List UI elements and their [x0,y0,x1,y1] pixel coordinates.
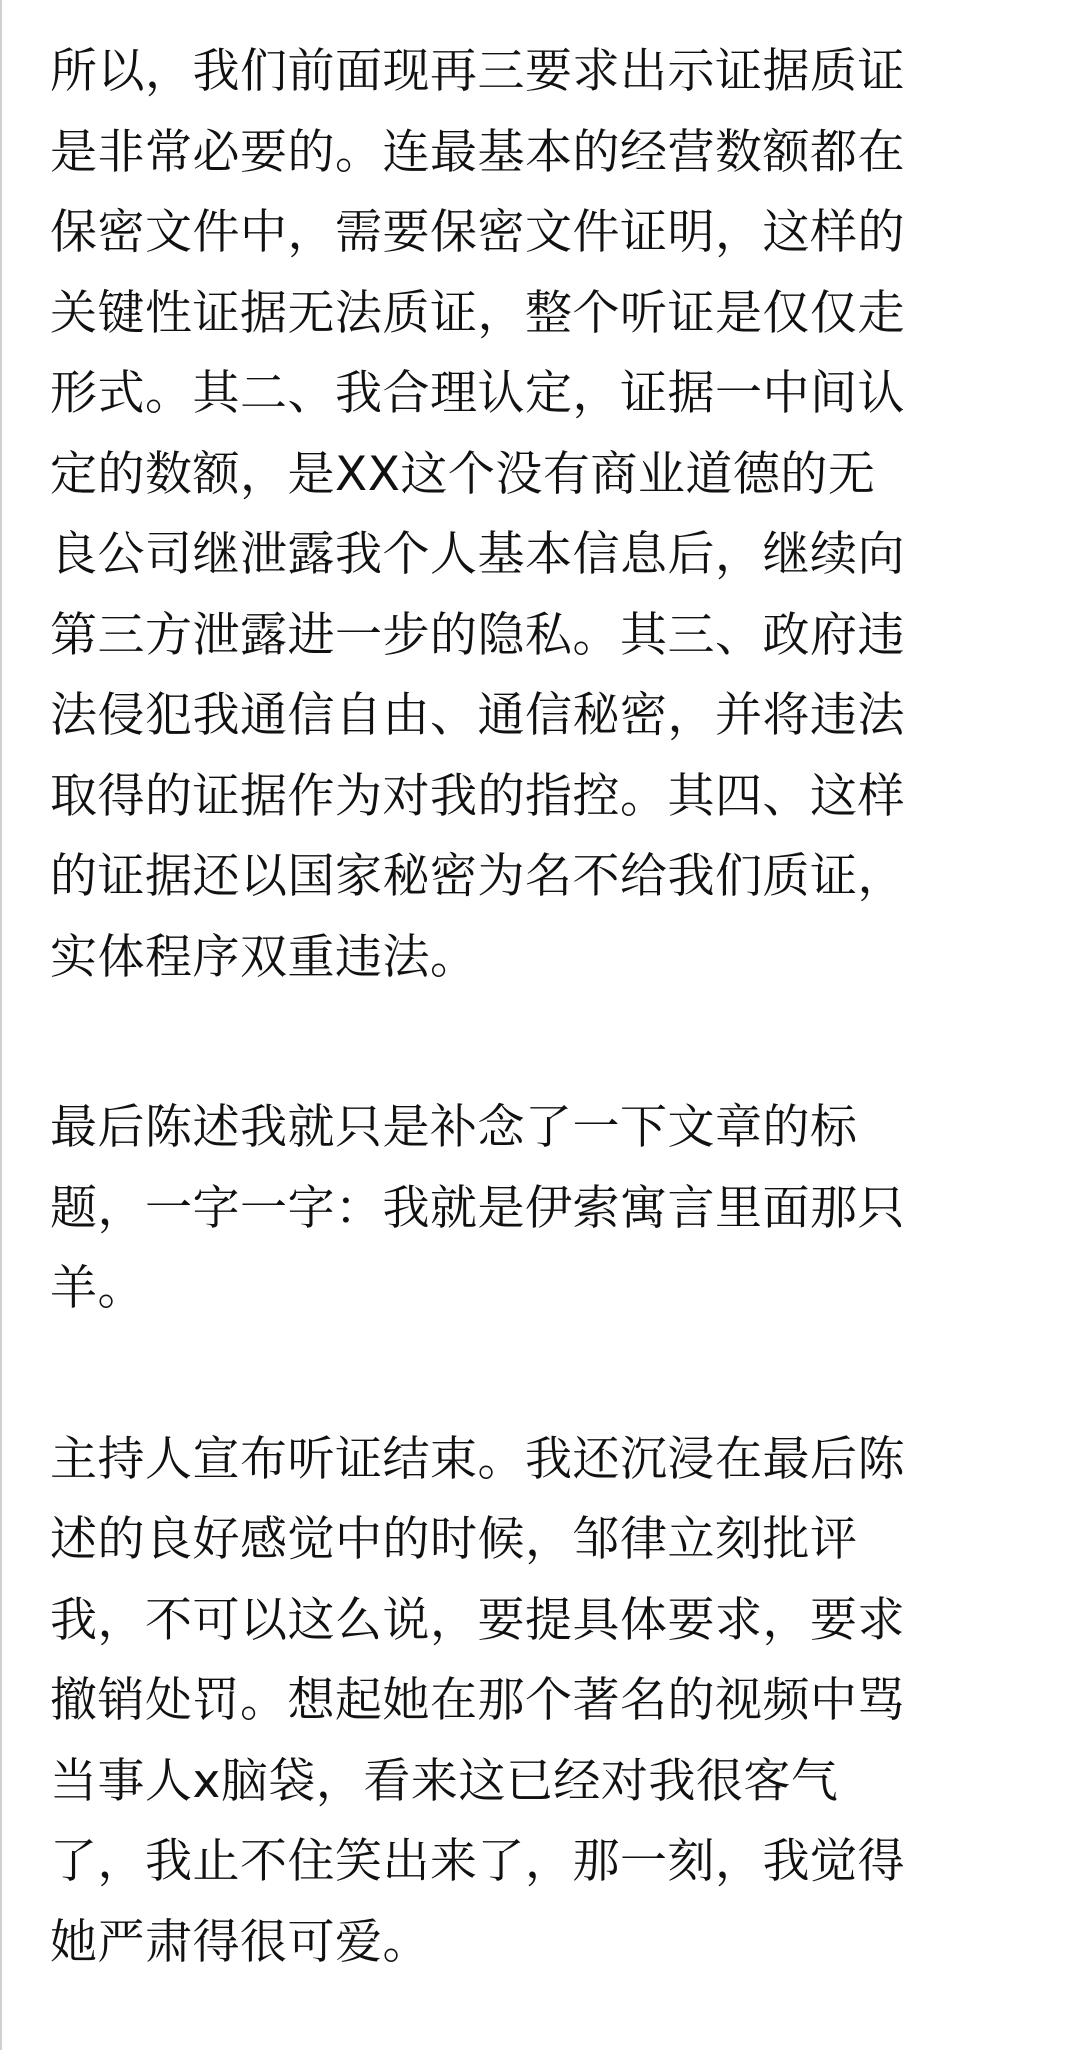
paragraph-final-statement [50,1088,1040,1330]
article-body [50,32,1040,1983]
text-line: 法侵犯我通信自由、通信秘密，并将违法 [50,688,905,743]
page-left-border [0,0,2,2050]
text-line: 她严肃得很可爱。 [50,1914,430,1970]
text-line: 撤销处罚。想起她在那个著名的视频中骂 [50,1673,905,1728]
text-line: 述的良好感觉中的时候，邹律立刻批评 [50,1512,858,1567]
text-line: 最后陈述我就只是补念了一下文章的标 [50,1100,858,1155]
text-line: 取得的证据作为对我的指控。其四、这样 [50,768,905,824]
paragraph-spacer [50,1330,1040,1420]
paragraph-spacer [50,998,1040,1088]
text-line: 题，一字一字：我就是伊索寓言里面那只 [50,1180,905,1236]
text-line: 是非常必要的。连最基本的经营数额都在 [50,124,905,180]
text-line: 第三方泄露进一步的隐私。其三、政府违 [50,607,905,663]
text-line: 保密文件中，需要保密文件证明，这样的 [50,205,905,260]
text-line: 实体程序双重违法。 [50,929,478,985]
text-line: 当事人x脑袋，看来这已经对我很客气 [50,1753,839,1809]
text-line: 的证据还以国家秘密为名不给我们质证， [50,849,905,904]
paragraph-evidence [50,32,1040,998]
text-line: 所以，我们前面现再三要求出示证据质证 [50,44,905,99]
text-line: 主持人宣布听证结束。我还沉浸在最后陈 [50,1431,905,1487]
paragraph-hearing-end [50,1420,1040,1984]
text-line: 羊。 [50,1261,145,1316]
text-line: 形式。其二、我合理认定，证据一中间认 [50,366,905,421]
text-line: 了，我止不住笑出来了，那一刻，我觉得 [50,1834,905,1889]
text-line: 良公司继泄露我个人基本信息后，继续向 [50,527,905,582]
text-line: 我，不可以这么说，要提具体要求，要求 [50,1592,905,1648]
text-line: 关键性证据无法质证，整个听证是仅仅走 [50,285,905,341]
text-line: 定的数额，是XX这个没有商业道德的无 [50,446,876,502]
